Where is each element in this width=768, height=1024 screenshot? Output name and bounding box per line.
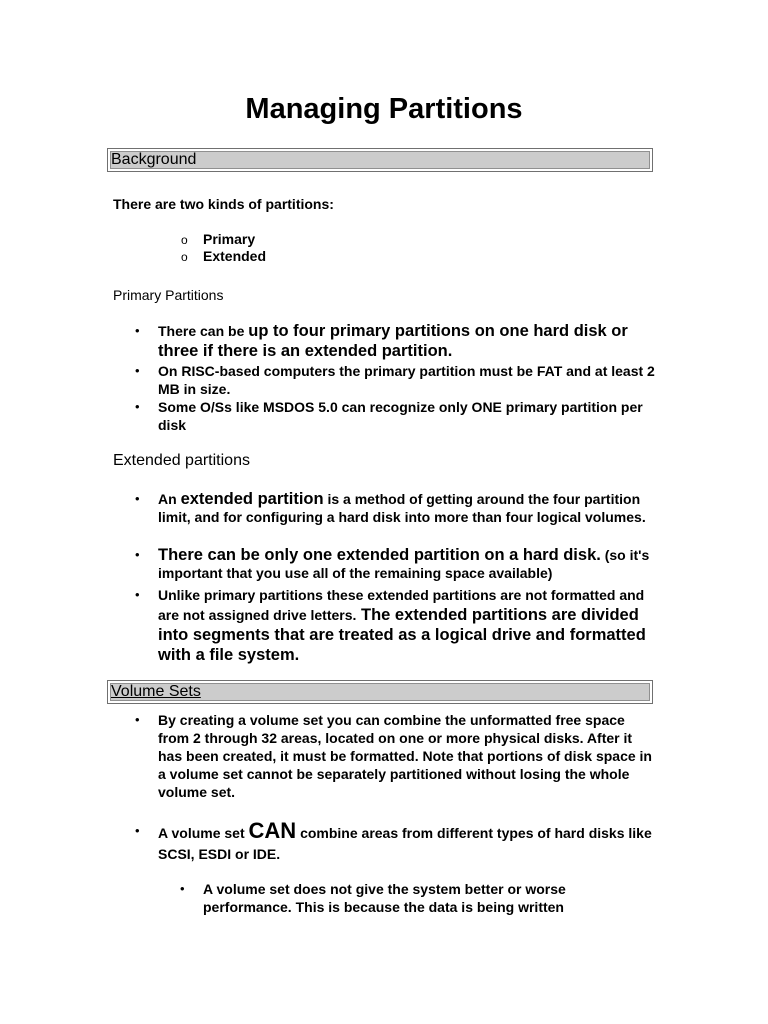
bullet-text: There can be (158, 323, 249, 339)
list-item: o Extended (181, 248, 266, 265)
extended-bullet-3 (158, 585, 658, 665)
bullet-text-emphasis: The extended partitions are divided into segments that are treated as a logical drive and formatted with a file system. (158, 606, 646, 664)
partition-kinds-list (181, 231, 266, 265)
list-item: o Primary (181, 231, 266, 248)
bullet-text: A volume set (158, 825, 249, 841)
bullet-text-emphasis: extended partition (180, 490, 324, 508)
extended-partitions-heading: Extended partitions (113, 452, 250, 469)
page-title: Managing Partitions (245, 93, 523, 125)
extended-bullet-2 (158, 546, 658, 582)
extended-bullet-1 (158, 490, 658, 526)
bullet-text: (so it's important that you use all of the remaining space available) (158, 547, 650, 581)
bullet-text-emphasis: CAN (248, 818, 297, 843)
primary-bullet-2: • On RISC-based computers the primary partition must be FAT and at least 2 MB in size. (158, 362, 658, 398)
section-heading-volume-sets: Volume Sets (107, 680, 653, 704)
primary-bullet-1 (158, 321, 658, 361)
volume-bullet-2 (158, 820, 658, 865)
section-heading-background: Background (107, 148, 653, 172)
bullet-text-emphasis: There can be only one extended partition on a hard disk. (158, 546, 601, 564)
bullet-text-emphasis: up to four primary partitions on one hard disk or three if there is an extended partition. (158, 322, 628, 360)
bullet-text: combine areas from different types of hard disks like SCSI, ESDI or IDE. (158, 825, 652, 862)
bullet-text: An (158, 491, 181, 507)
volume-bullet-1: • By creating a volume set you can combine the unformatted free space from 2 through 32 areas, located on one or more physical disks. After it has been created, it must be formatted. Note that portions of disk space in a volume set cannot be separately partitioned without losing the whole volume set. (158, 711, 658, 801)
primary-bullet-3: • Some O/Ss like MSDOS 5.0 can recognize only ONE primary partition per disk (158, 398, 658, 434)
primary-partitions-heading: Primary Partitions (113, 287, 224, 303)
bullet-text: Unlike primary partitions these extended partitions are not formatted and are not assigned drive letters. (158, 587, 645, 623)
bullet-text: is a method of getting around the four partition limit, and for configuring a hard disk into more than four logical volumes. (158, 491, 646, 525)
volume-bullet-3: • A volume set does not give the system better or worse performance. This is because the data is being written (203, 880, 623, 916)
intro-text: There are two kinds of partitions: (113, 196, 334, 212)
